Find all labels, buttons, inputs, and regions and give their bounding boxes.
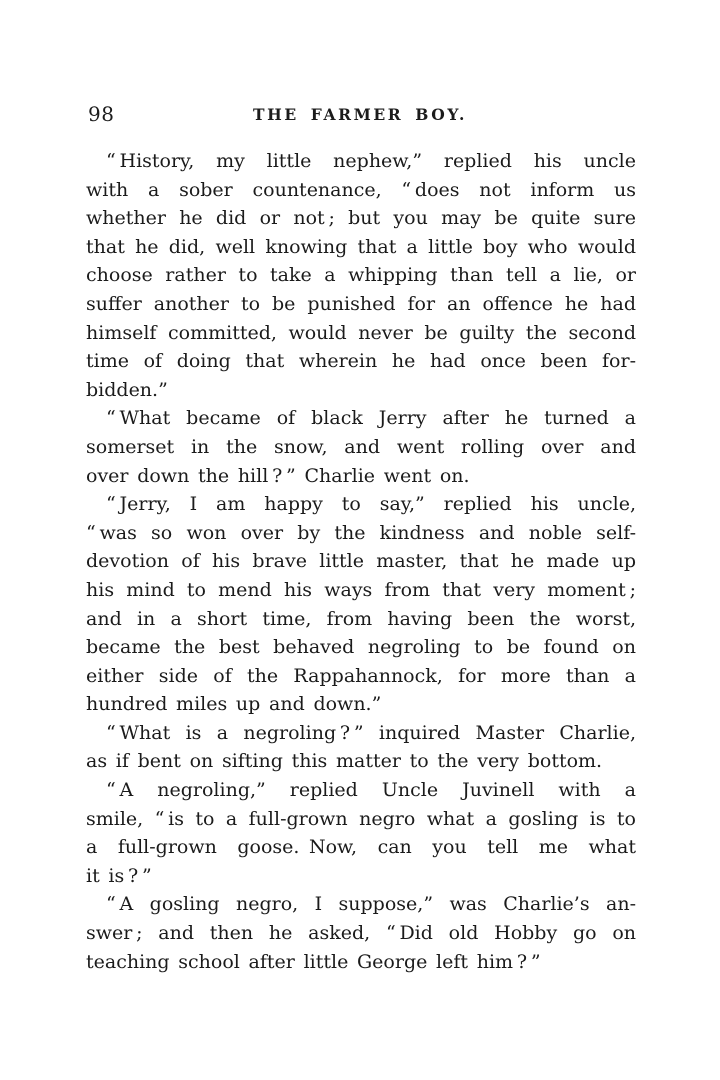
text-line: “ History, my little nephew,” replied his uncle bbox=[106, 150, 636, 172]
text-line: over down the hill ? ” Charlie went on. bbox=[86, 464, 470, 487]
text-line: teaching school after little George left him ? ” bbox=[86, 950, 541, 973]
text-line: with a sober countenance, “ does not inform us bbox=[86, 178, 636, 201]
paragraph bbox=[86, 719, 636, 776]
text-line: time of doing that wherein he had once been for- bbox=[86, 350, 636, 373]
text-line: his mind to mend his ways from that very moment ; bbox=[86, 578, 636, 601]
text-line: and in a short time, from having been the worst, bbox=[86, 607, 636, 630]
text-line: “ What is a negroling ? ” inquired Master Charlie, bbox=[106, 721, 636, 744]
text-line: “ A negroling,” replied Uncle Juvinell with a bbox=[106, 779, 636, 802]
text-line: devotion of his brave little master, that he made up bbox=[86, 550, 636, 573]
text-line: choose rather to take a whipping than tell a lie, or bbox=[86, 264, 636, 287]
paragraph bbox=[86, 490, 636, 719]
text-line: swer ; and then he asked, “ Did old Hobby go on bbox=[86, 922, 636, 945]
paragraph bbox=[86, 404, 636, 490]
text-line: as if bent on sifting this matter to the very bottom. bbox=[86, 750, 603, 773]
running-title: THE FARMER BOY. bbox=[253, 105, 467, 124]
text-line: “ Jerry, I am happy to say,” replied his uncle, bbox=[106, 493, 636, 516]
text-line: bidden.” bbox=[86, 378, 168, 401]
text-line: smile, “ is to a full-grown negro what a gosling is to bbox=[86, 807, 636, 830]
body-text bbox=[86, 147, 636, 976]
text-line: it is ? ” bbox=[86, 864, 152, 887]
text-line: himself committed, would never be guilty the second bbox=[86, 321, 636, 344]
text-line: hundred miles up and down.” bbox=[86, 693, 382, 716]
page-header bbox=[0, 101, 720, 127]
text-line: “ What became of black Jerry after he turned a bbox=[106, 407, 636, 430]
paragraph bbox=[86, 890, 636, 976]
text-line: either side of the Rappahannock, for more than a bbox=[86, 664, 636, 687]
text-line: that he did, well knowing that a little boy who would bbox=[86, 235, 636, 258]
text-line: “ was so won over by the kindness and noble self- bbox=[86, 521, 636, 544]
page-number: 98 bbox=[88, 102, 115, 126]
paragraph bbox=[86, 147, 636, 404]
text-line: “ A gosling negro, I suppose,” was Charlie’s an- bbox=[106, 893, 636, 916]
text-line: whether he did or not ; but you may be quite sure bbox=[86, 207, 636, 230]
paragraph bbox=[86, 776, 636, 890]
text-line: somerset in the snow, and went rolling over and bbox=[86, 435, 636, 458]
text-line: became the best behaved negroling to be found on bbox=[86, 636, 636, 659]
text-line: suffer another to be punished for an offence he had bbox=[86, 292, 636, 315]
text-line: a full-grown goose. Now, can you tell me what bbox=[86, 836, 636, 859]
